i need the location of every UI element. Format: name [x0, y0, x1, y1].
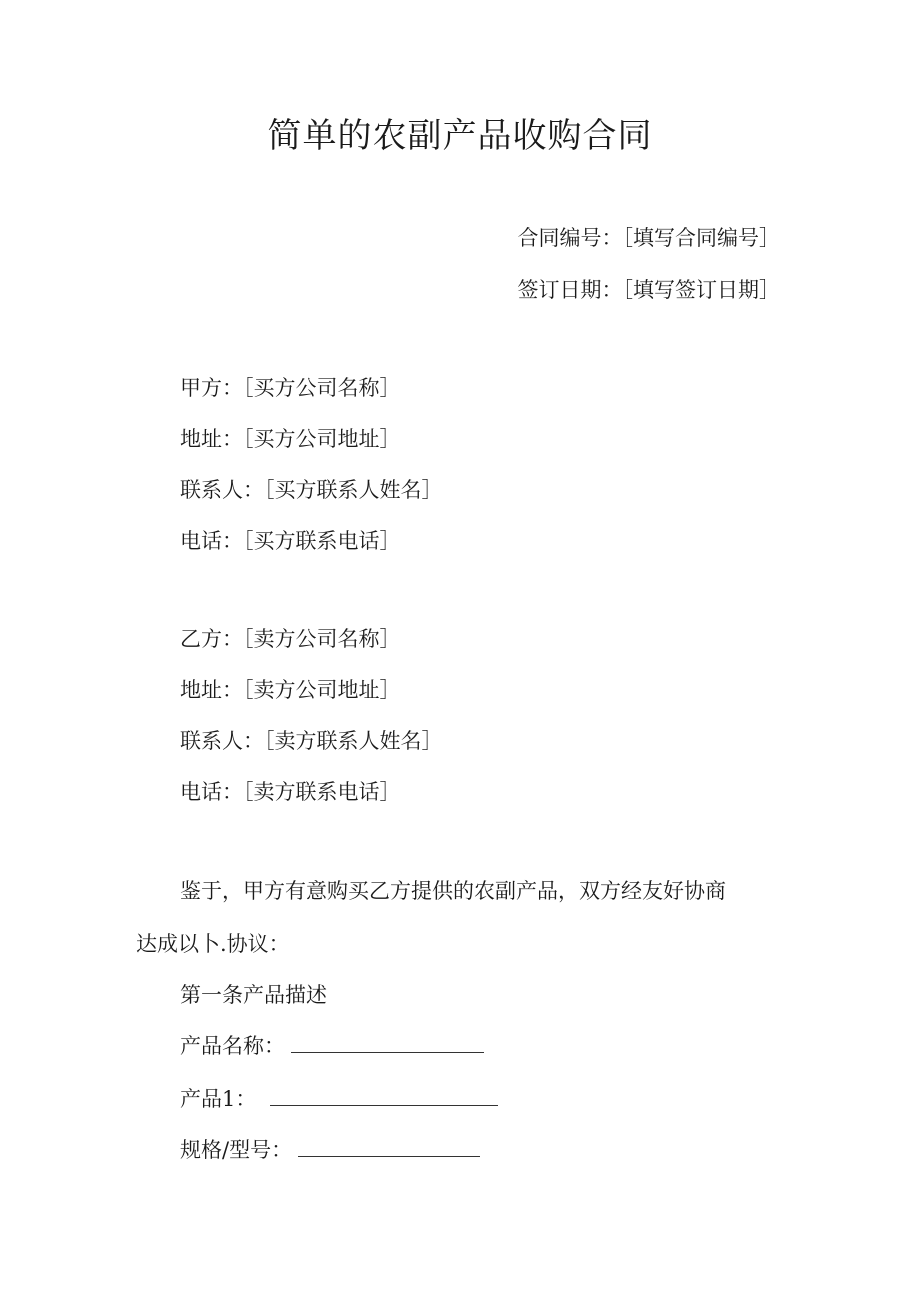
product-name-line: [180, 1030, 484, 1060]
sign-date-label: 签订日期：: [517, 278, 623, 302]
intro-line-2: 达成以卜.协议：: [136, 932, 290, 956]
party-a-name-label: 甲方：: [180, 376, 243, 400]
party-b-contact-value: ［卖方联系人姓名］: [264, 729, 443, 753]
product-1-line: [180, 1083, 498, 1113]
party-a-phone-line: [180, 525, 401, 555]
sign-date-line: [518, 274, 781, 304]
spec-label: 规格/型号：: [180, 1138, 293, 1162]
party-b-phone-value: ［卖方联系电话］: [243, 780, 401, 804]
party-a-address-label: 地址：: [180, 427, 243, 451]
party-a-contact-label: 联系人：: [180, 478, 264, 502]
party-a-phone-label: 电话：: [180, 529, 243, 553]
product-1-blank[interactable]: [270, 1087, 498, 1106]
party-b-name-line: [180, 623, 401, 653]
party-a-phone-value: ［买方联系电话］: [243, 529, 401, 553]
party-a-name-value: ［买方公司名称］: [243, 376, 401, 400]
party-a-name-line: [180, 372, 401, 402]
party-b-contact-label: 联系人：: [180, 729, 264, 753]
party-b-contact-line: [180, 725, 443, 755]
party-a-address-line: [180, 423, 401, 453]
party-a-address-value: ［买方公司地址］: [243, 427, 401, 451]
party-a-contact-line: [180, 474, 443, 504]
intro-line-1: 鉴于，甲方有意购买乙方提供的农副产品，双方经友好协商: [180, 879, 726, 903]
party-b-address-line: [180, 674, 401, 704]
party-b-name-value: ［卖方公司名称］: [243, 627, 401, 651]
party-b-phone-line: [180, 776, 401, 806]
contract-number-line: [518, 222, 781, 252]
party-b-phone-label: 电话：: [180, 780, 243, 804]
spec-line: [180, 1134, 480, 1164]
party-b-name-label: 乙方：: [180, 627, 243, 651]
party-a-contact-value: ［买方联系人姓名］: [264, 478, 443, 502]
contract-number-value: ［填写合同编号］: [622, 226, 780, 250]
article-1-heading: 第一条产品描述: [180, 983, 327, 1007]
product-name-label: 产品名称：: [180, 1034, 285, 1058]
sign-date-value: ［填写签订日期］: [622, 278, 780, 302]
contract-number-label: 合同编号：: [517, 226, 623, 250]
product-name-blank[interactable]: [291, 1034, 484, 1053]
document-title: 简单的农副产品收购合同: [267, 116, 653, 156]
spec-blank[interactable]: [298, 1138, 480, 1157]
party-b-address-value: ［卖方公司地址］: [243, 678, 401, 702]
product-1-label: 产品1：: [180, 1087, 257, 1111]
party-b-address-label: 地址：: [180, 678, 243, 702]
